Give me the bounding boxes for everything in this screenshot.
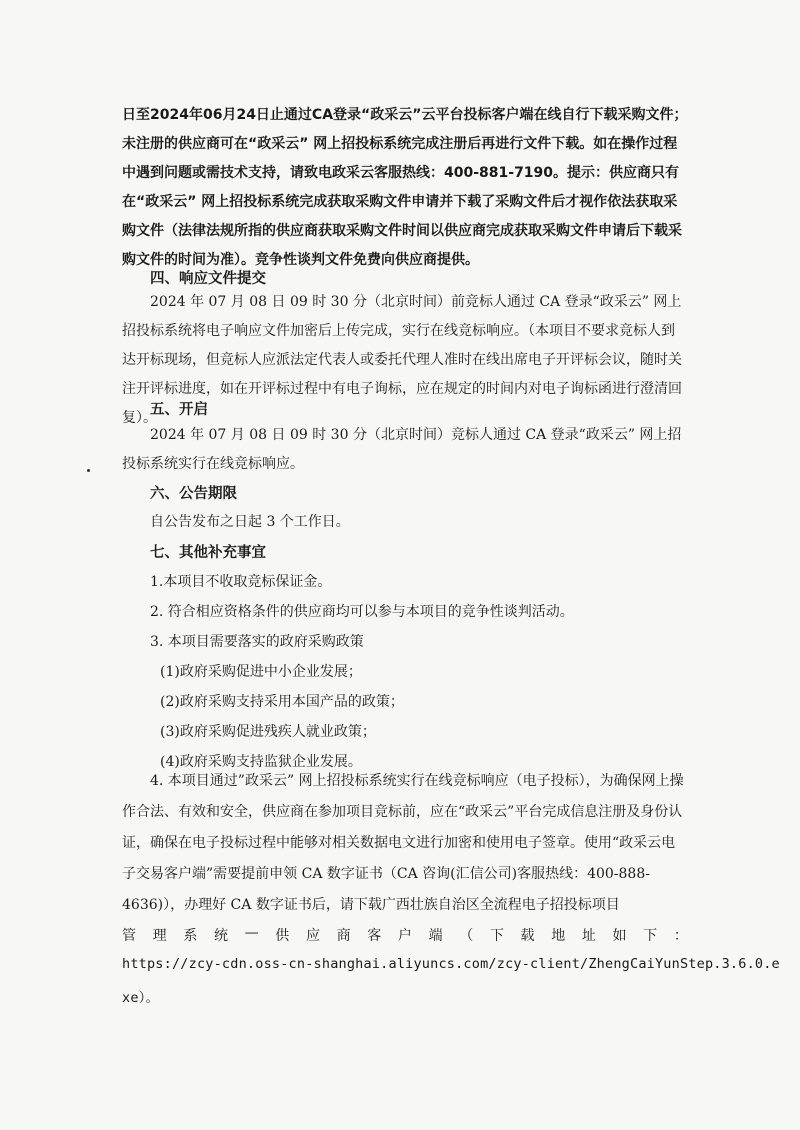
char: 址	[581, 928, 596, 944]
char: 下	[489, 928, 504, 944]
char: 统	[213, 928, 228, 944]
justified-line	[122, 925, 688, 945]
heading-opening: 五、开启	[150, 402, 208, 418]
char: —	[244, 925, 259, 941]
char: 商	[336, 928, 351, 944]
char: 应	[305, 928, 320, 944]
char: 载	[520, 928, 535, 944]
heading-supplementary: 七、其他补充事宜	[150, 545, 266, 561]
char: 客	[367, 928, 382, 944]
char: （	[459, 928, 474, 944]
char: 下	[643, 928, 658, 944]
heading-announcement-period: 六、公告期限	[150, 486, 237, 502]
char: 如	[612, 928, 627, 944]
paragraph-announcement-period: 自公告发布之日起 3 个工作日。	[150, 514, 350, 530]
list-item-3: 3. 本项目需要落实的政府采购政策	[150, 634, 364, 650]
heading-response-submission: 四、响应文件提交	[150, 271, 266, 287]
list-item-2: 2. 符合相应资格条件的供应商均可以参与本项目的竞争性谈判活动。	[150, 604, 574, 620]
char: 理	[152, 928, 167, 944]
char: 供	[275, 928, 290, 944]
policy-item-3: (3)政府采购促进残疾人就业政策；	[160, 724, 376, 740]
char: ：	[673, 928, 688, 944]
paragraph-download-info: 日至2024年06月24日止通过CA登录“政采云”云平台投标客户端在线自行下载采购文件；未注册的供应商可在“政采云” 网上招投标系统完成注册后再进行文件下载。如在操作过程中遇到问题或需技术支持，请致电政采云客服热线：400-881-7190。提示：供应商只有在“政采云” 网上招投标系统完成获取采购文件申请并下载了采购文件后才视作依法获取采购文件（法律法规所指的供应商获取采购文件时间以供应商完成获取采购文件申请后下载采购文件的时间为准）。竞争性谈判文件免费向供应商提供。	[122, 107, 688, 268]
char: 端	[428, 928, 443, 944]
paragraph-response-submission: 2024 年 07 月 08 日 09 时 30 分（北京时间）前竞标人通过 CA 登录“政采云” 网上招投标系统将电子响应文件加密后上传完成，实行在线竞标响应。（本项目不要求竞标人到达开标现场，但竞标人应派法定代表人或委托代理人准时在线出席电子开评标会议，随时关注开评标进度，如在开评标过程中有电子询标，应在规定的时间内对电子询标函进行澄清回复）。	[122, 294, 682, 426]
paragraph-item-4: 4. 本项目通过”政采云” 网上招投标系统实行在线竞标响应（电子投标），为确保网上操作合法、有效和安全，供应商在参加项目竞标前，应在“政采云”平台完成信息注册及身份认证，确保在电子投标过程中能够对相关数据电文进行加密和使用电子签章。使用“政采云电子交易客户端”需要提前申领 CA 数字证书（CA 咨询(汇信公司)客服热线：400-888-4636)），办理好 CA 数字证书后，请下载广西壮族自治区全流程电子招投标项目	[122, 773, 684, 913]
char: 地	[551, 928, 566, 944]
list-item-1: 1.本项目不收取竞标保证金。	[150, 574, 332, 590]
policy-item-1: (1)政府采购促进中小企业发展；	[160, 664, 362, 680]
paragraph-opening: 2024 年 07 月 08 日 09 时 30 分（北京时间）竞标人通过 CA 登录“政采云” 网上招投标系统实行在线竞标响应。	[122, 427, 682, 472]
char: 户	[397, 928, 412, 944]
download-url-line-2: xe）。	[122, 990, 160, 1006]
download-url-line-1: https://zcy-cdn.oss-cn-shanghai.aliyuncs.com/zcy-client/ZhengCaiYunStep.3.6.0.e	[122, 956, 780, 972]
policy-item-4: (4)政府采购支持监狱企业发展。	[160, 754, 362, 770]
policy-item-2: (2)政府采购支持采用本国产品的政策；	[160, 694, 404, 710]
char: 管	[122, 928, 136, 944]
char: 系	[183, 928, 198, 944]
scan-speck	[87, 469, 90, 472]
